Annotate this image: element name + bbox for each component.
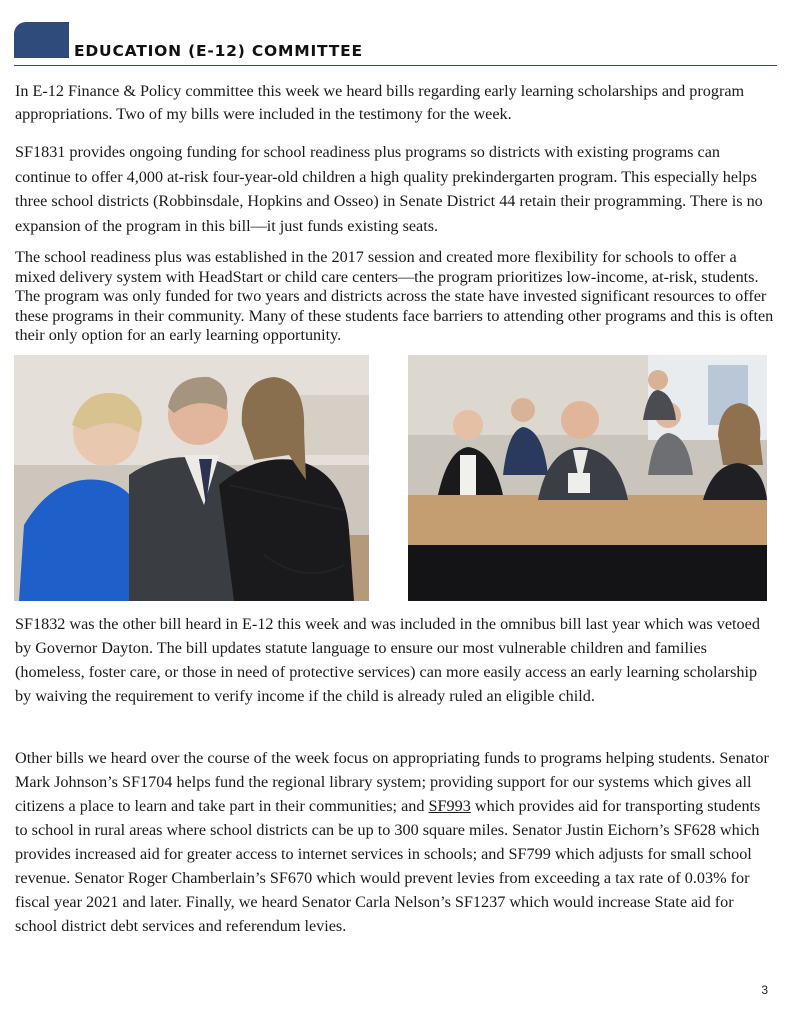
- header-rule: [14, 65, 777, 66]
- committee-photo-right: [408, 355, 767, 601]
- committee-photo-left: [14, 355, 369, 601]
- paragraph-school-readiness: The school readiness plus was established in the 2017 session and created more flexibility for schools to offer a mixed delivery system with HeadStart or child care centers—the program prioritizes low-income, at-risk, students. The program was only funded for two years and districts across the state have invested significant resources to offer these programs in their community. Many of these students face barriers to attending other programs and this is often their only option for an early learning opportunity.: [15, 248, 774, 344]
- paragraph-sf1832: SF1832 was the other bill heard in E-12 this week and was included in the omnibus bill last year which was vetoed by Governor Dayton. The bill updates statute language to ensure our most vulnerable children and families (homeless, foster care, or those in need of protective services) can more easily access an early learning scholarship by waiving the requirement to verify income if the child is already ruled an eligible child.: [15, 615, 760, 705]
- page-number: 3: [761, 983, 768, 997]
- paragraph-other-bills: [15, 746, 775, 938]
- paragraph-intro: In E-12 Finance & Policy committee this week we heard bills regarding early learning scholarships and program appropriations. Two of my bills were included in the testimony for the week.: [15, 82, 745, 123]
- paragraph-other-bills-text-1: Other bills we heard over the course of the week focus on appropriating funds to programs helping students. Senator Mark Johnson’s SF1704 helps fund the regional library system; providing support for our systems which gives all citizens a place to learn and take part in their communities; and: [15, 749, 769, 815]
- section-title: EDUCATION (E-12) COMMITTEE: [74, 42, 363, 60]
- paragraph-other-bills-text-2: which provides aid for transporting students to school in rural areas where school districts can be up to 300 square miles. Senator Justin Eichorn’s SF628 which provides increased aid for greater access to internet services in schools; and SF799 which adjusts for small school revenue. Senator Roger Chamberlain’s SF670 which would prevent levies from exceeding a tax rate of 0.03% for fiscal year 2021 and later. Finally, we heard Senator Carla Nelson’s SF1237 which would increase State aid for school district debt services and referendum levies.: [15, 797, 761, 935]
- header-tab-shape: [14, 22, 69, 58]
- section-header: [14, 22, 777, 66]
- sf993-link[interactable]: SF993: [428, 797, 471, 815]
- paragraph-sf1831: SF1831 provides ongoing funding for school readiness plus programs so districts with existing programs can continue to offer 4,000 at-risk four-year-old children a high quality prekindergarten program. This especially helps three school districts (Robbinsdale, Hopkins and Osseo) in Senate District 44 retain their programming. There is no expansion of the program in this bill—it just funds existing seats.: [15, 143, 763, 235]
